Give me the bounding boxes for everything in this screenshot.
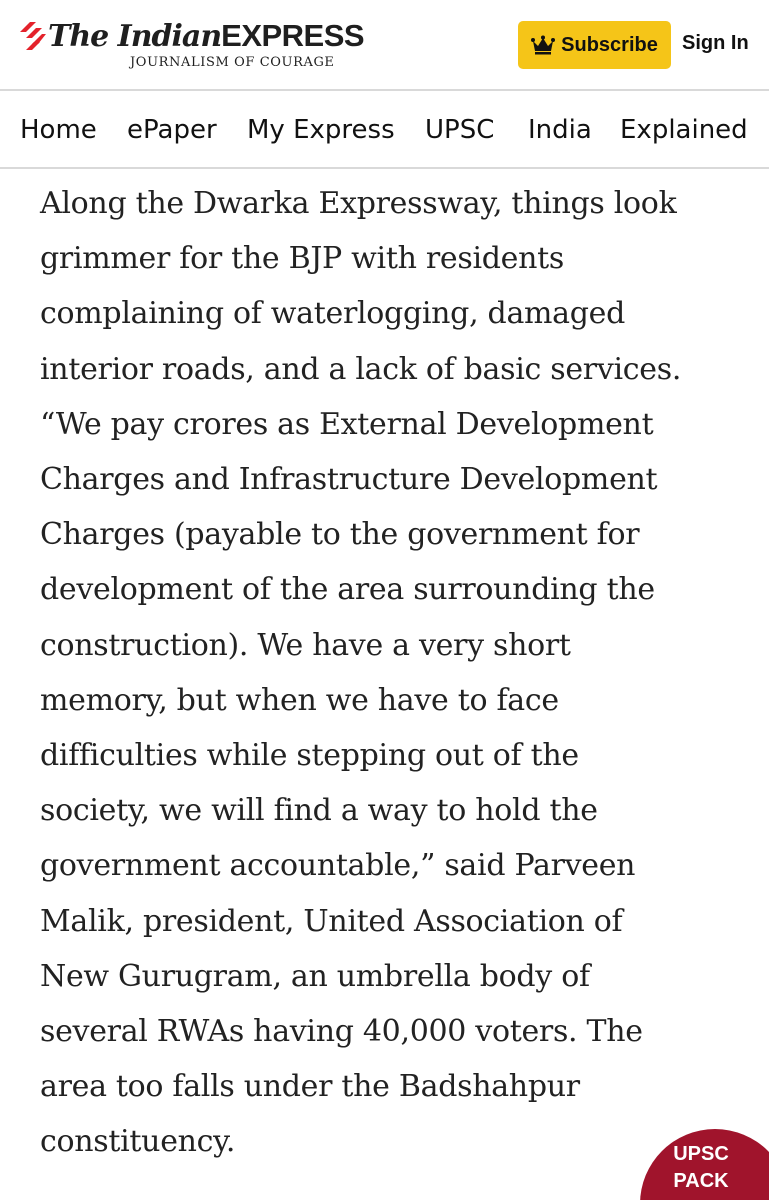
upsc-pack-line2: PACK [673,1170,729,1192]
article-line: New Gurugram, an umbrella body of [40,958,590,994]
logo-tagline: JOURNALISM OF COURAGE [130,55,335,70]
article-line: Charges and Infrastructure Development [40,462,658,498]
nav-item-home[interactable]: Home [20,115,97,145]
article-line: difficulties while stepping out of the [40,738,579,774]
nav-item-upsc[interactable]: UPSC [425,115,495,145]
article-line: complaining of waterlogging, damaged [40,296,626,332]
article-line: area too falls under the Badshahpur [40,1069,580,1105]
site-logo[interactable] [20,14,365,76]
logo-wordmark [48,16,364,57]
nav-item-india[interactable]: India [528,115,592,145]
logo-stripes-icon [20,22,46,52]
nav-item-explained[interactable]: Explained [620,115,748,145]
article-line: constituency. [40,1124,236,1160]
article-line: Along the Dwarka Expressway, things look [40,186,677,221]
upsc-pack-label [670,1141,732,1195]
article-line: society, we will find a way to hold the [40,793,598,829]
subscribe-button[interactable] [518,21,671,69]
article-paragraph [40,176,740,1170]
article-line: “We pay crores as External Development [40,406,654,442]
article-line: development of the area surrounding the [40,572,655,608]
nav-item-my-express[interactable]: My Express [247,115,395,145]
subscribe-label: Subscribe [561,33,658,56]
logo-the-indian: The Indian [48,19,222,54]
article-line: grimmer for the BJP with residents [40,241,564,277]
nav-item-epaper[interactable]: ePaper [127,115,217,145]
upsc-pack-line1: UPSC [673,1143,729,1165]
article-line: Malik, president, United Association of [40,903,623,939]
article-line: Charges (payable to the government for [40,517,640,553]
article-line: government accountable,” said Parveen [40,848,636,884]
article-line: interior roads, and a lack of basic services. [40,351,682,387]
article-line: construction). We have a very short [40,627,571,663]
sign-in-link[interactable]: Sign In [682,32,749,54]
site-header [0,0,769,91]
logo-express: EXPRESS [221,18,365,53]
main-nav [0,91,769,169]
article-line: several RWAs having 40,000 voters. The [40,1014,643,1050]
crown-icon [531,35,555,55]
article-line: memory, but when we have to face [40,682,559,718]
